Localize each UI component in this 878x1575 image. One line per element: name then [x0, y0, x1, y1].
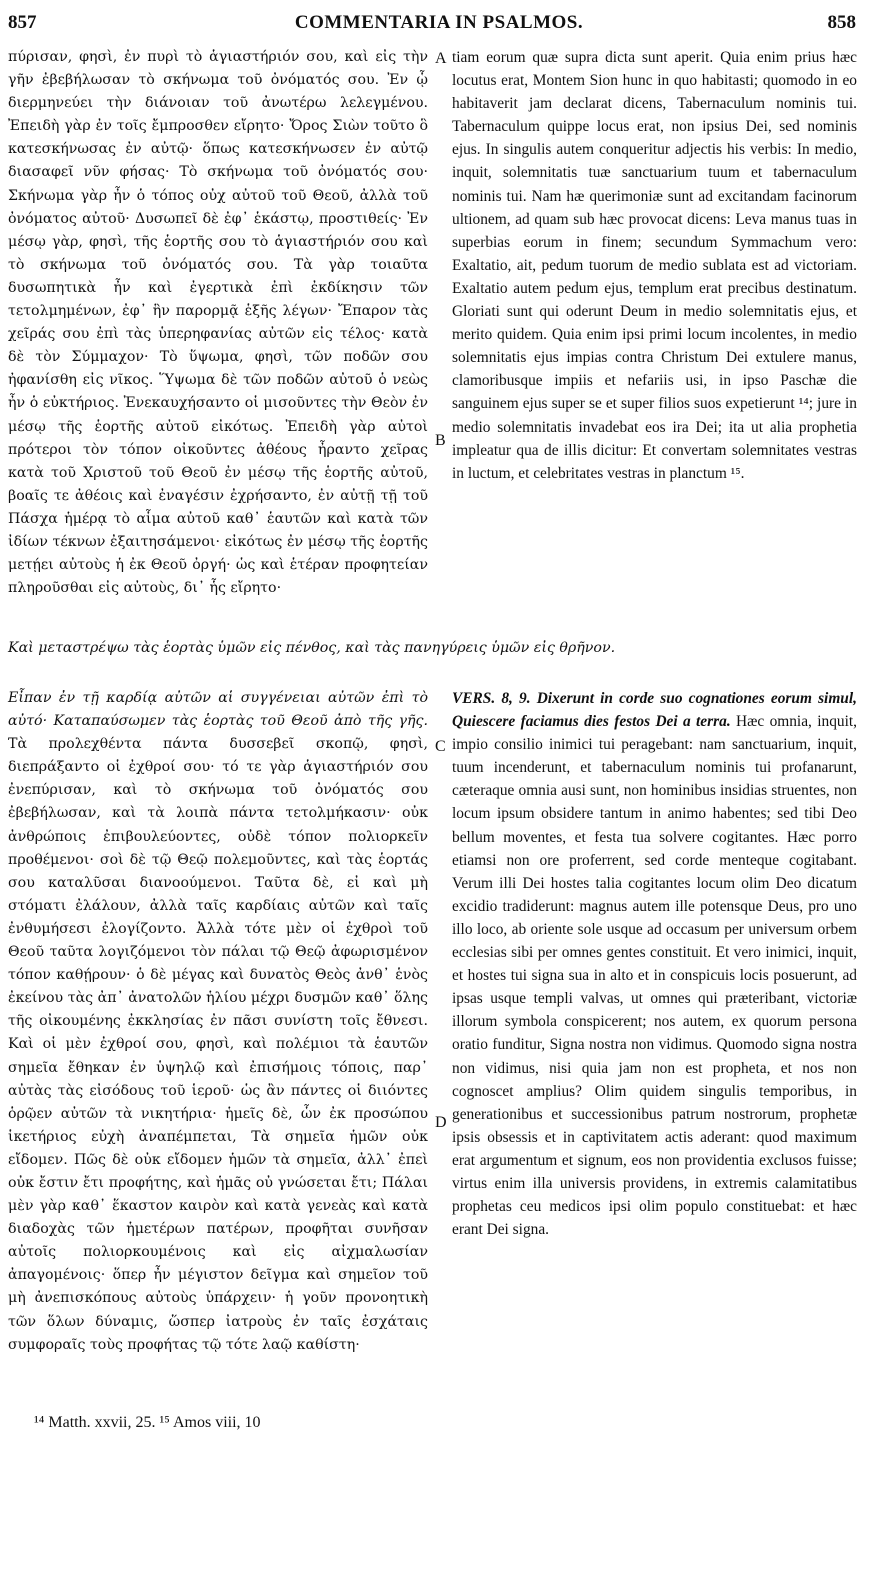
footnotes: ¹⁴ Matth. xxvii, 25. ¹⁵ Amos viii, 10 [34, 1414, 261, 1431]
margin-letter-c: C [435, 738, 446, 755]
greek-column-bottom [8, 687, 428, 1357]
running-title: COMMENTARIA IN PSALMOS. [294, 12, 584, 33]
latin-column-top [452, 46, 857, 485]
latin-column-bottom [452, 687, 857, 1241]
page-number-right: 858 [827, 12, 856, 33]
greek-spanning-line: Καὶ μεταστρέψω τὰς ἑορτὰς ὑμῶν εἰς πένθος, καὶ τὰς πανηγύρεις ὑμῶν εἰς θρῆνον. [8, 640, 616, 656]
greek-paragraph: πύρισαν, φησὶ, ἐν πυρὶ τὸ ἁγιαστήριόν σου, καὶ εἰς τὴν γῆν ἐβεβήλωσαν τὸ σκήνωμα τοῦ ὀνόματός σου. Ἐν ᾧ διερμηνεύει τὴν διάνοιαν τοῦ ἀνωτέρω λελεγμένου. Ἐπειδὴ γὰρ ἐν τοῖς ἔμπροσθεν εἴρητο· Ὄρος Σιὼν τοῦτο ὃ κατεσκήνωσας ἐν αὐτῷ· ὅπως κατεσκήνωσεν ἐν αὐτῷ διασαφεῖ νῦν φήσας· Τὸ σκήνωμα τοῦ ὀνόματός σου· Σκήνωμα γὰρ ἦν ὁ τόπος οὐχ αὐτοῦ τοῦ Θεοῦ, ἀλλὰ τοῦ ὀνόματος αὐτοῦ· Δυσωπεῖ δὲ ἐφ᾽ ἑκάστῳ, προστιθείς· Ἐν μέσῳ γὰρ, φησὶ, τῆς ἑορτῆς σου τὸ ἁγιαστήριόν σου καὶ τὸ σκήνωμα τοῦ ὀνόματός σου. Τὰ γὰρ τοιαῦτα δυσωπητικὰ ἦν καὶ ἐγερτικὰ ἐπὶ ἐκδίκησιν τῶν τετολμημένων, ἐφ᾽ ἣν παρορμᾷ ἑξῆς λέγων· Ἔπαρον τὰς χεῖράς σου ἐπὶ τὰς ὑπερηφανίας αὐτῶν εἰς τέλος· κατὰ δὲ τὸν Σύμμαχον· Τὸ ὕψωμα, φησὶ, τῶν ποδῶν σου ἠφανίσθη εἰς νῖκος. Ὕψωμα δὲ τῶν ποδῶν αὐτοῦ ὁ νεὼς ἦν ὁ εὐκτήριος. Ἐνεκαυχήσαντο οἱ μισοῦντες τὴν Θεὸν ἐν μέσῳ τῆς ἑορτῆς αὐτοῦ εἰκότως. Ἐπειδὴ γὰρ αὐτοὶ πρότεροι τὸν τόπον οἰκοῦντες ἀθέους ἦραντο χεῖρας κατὰ τοῦ Χριστοῦ τοῦ Θεοῦ ἐν μέσῳ τῆς ἑορτῆς αὐτοῦ, βοαῖς τε ἀθέοις καὶ ἐναγέσιν ἐχρήσαντο, ἐν αὐτῇ τῇ τοῦ Πάσχα ἡμέρᾳ τὸ αἷμα αὐτοῦ καθ᾽ ἑαυτῶν καὶ κατὰ τῶν ἰδίων τέκνων ἐξαιτησάμενοι· εἰκότως ἐν μέσῳ τῆς ἑορτῆς μετῄει αὐτοὺς ἡ ἐκ Θεοῦ ὀργή· ὡς καὶ ἑτέραν προφητείαν πληροῦσθαι εἰς αὐτοὺς, δι᾽ ἧς εἴρητο· [8, 49, 428, 597]
latin-commentary: Hæc omnia, inquit, impio consilio inimici tui peragebant: nam sanctuarium, inquit, tuum incenderunt, et tabernaculum nominis tui profanarunt, cæteraque omnia ausi sunt, non hominibus insidias struentes, non locum ipsum obsidere tantum in animo habentes; sed tibi Deo bellum moventes, et festa tua solvere cogitantes. Hæc porro etiamsi non ore proferrent, sed corde menteque cogitabant. Verum illi Dei hostes talia cogitantes locum olim Deo dicatum excidio tradiderunt: magnus autem ille potensque Deus, pro uno illo loco, ab oriente sole usque ad occasum per universum orbem ecclesias sibi per omnes gentes constituit. Et vero inimici, inquit, et hostes tui signa sua in alto et in conspicuis locis posuerunt, ad ipsas usque templi valvas, ut omnes qui præteribant, victoriæ illorum symbola conspicerent; nos autem, ex quorum persona oratio funditur, Signa nostra non vidimus. Quomodo signa nostra non vidimus, nisi quia jam non est propheta, et nos non cognoscet amplius? Olim quidem singulis temporibus, in generationibus et successionibus patrum nostrorum, prophetæ ipsis obsessis et in captivitatem actis aderant: quod maximum erat argumentum et signum, eos non providentia exclusos fuisse; virtus enim illa universis providens, in extremis calamitatibus prophetas ceu medicos ipsi olim populo constituebat: et hæc erant Dei signa. [452, 713, 857, 1239]
latin-verse: VERS. 8, 9. Dixerunt in corde suo cognationes eorum simul, Quiescere faciamus dies festos Dei a terra. [452, 690, 857, 731]
latin-paragraph: tiam eorum quæ supra dicta sunt aperit. Quia enim prius hæc locutus erat, Montem Sion hunc in quo habitasti; quomodo in eo habitaverit jam declarat dicens, Tabernaculum nominis tui. Tabernaculum quippe locus erat, non ipsius Dei, sed nominis ejus. In singulis autem conqueritur adjectis his verbis: In medio, inquit, solemnitatis tuæ sanctuarium tuum et tabernaculum nominis tui. Nam hæ querimoniæ sunt ad excitandam facinorum ultionem, ad quam sub hæc provocat dicens: Leva manus tuas in superbias eorum in finem; secundum Symmachum vero: Exaltatio, ait, pedum tuorum de medio sublata est ad victoriam. Exaltatio autem pedum ejus, templum erat precibus destinatum. Gloriati sunt qui oderunt Deum in medio solemnitatis ejus, et merito quidem. Quia enim ipsi primi locum incolentes, in medio solemnitatis ejus impias contra Christum Dei extulere manus, clamoribusque impiis et nefariis usi, in ipso Paschæ die sanguinem ejus super se et super filios suos expetierunt ¹⁴; jure in medio solemnitatis invadebat eos ira Dei; ita ut alia prophetia impleatur qua de illis dicitur: Et convertam solemnitates vestras in luctum, et celebritates vestras in planctum ¹⁵. [452, 49, 857, 482]
margin-letter-b: B [435, 432, 446, 449]
margin-letter-a: A [435, 50, 447, 67]
margin-letter-d: D [435, 1114, 447, 1131]
greek-verse: Εἶπαν ἐν τῇ καρδίᾳ αὐτῶν αἱ συγγένειαι αὐτῶν ἐπὶ τὸ αὐτό· Καταπαύσωμεν τὰς ἑορτὰς τοῦ Θεοῦ ἀπὸ τῆς γῆς. [8, 690, 428, 730]
page-number-left: 857 [8, 12, 37, 33]
page-header [0, 12, 878, 38]
greek-column-top [8, 46, 428, 600]
greek-commentary: Τὰ προλεχθέντα πάντα δυσσεβεῖ σκοπῷ, φησὶ, διεπράξαντο οἱ ἐχθροί σου· τό τε γὰρ ἁγιαστήριόν σου ἐνεπύρισαν, καὶ τὸ σκήνωμα τοῦ ὀνόματός σου ἐβεβήλωσαν, καὶ τὰ λοιπὰ πάντα τετολμήκασιν· οὐκ ἀνθρώποις ἐπιβουλεύοντες, οὐδὲ τόπον πολιορκεῖν προθέμενοι· σοὶ δὲ τῷ Θεῷ πολεμοῦντες, καὶ τὰς ἑορτάς σου καταλῦσαι διανοούμενοι. Ταῦτα δὲ, εἰ καὶ μὴ στόματι ἐλάλουν, ἀλλὰ ταῖς καρδίαις αὐτῶν καὶ ταῖς ἐνθυμήσεσι ἐλογίζοντο. Ἀλλὰ τότε μὲν οἱ ἐχθροὶ τοῦ Θεοῦ ταῦτα λογιζόμενοι τὸν πάλαι τῷ Θεῷ ἀφωρισμένον τόπον καθῄρουν· ὁ δὲ μέγας καὶ δυνατὸς Θεὸς ἀνθ᾽ ἑνὸς ἐκείνου τὰς ἀπ᾽ ἀνατολῶν ἡλίου μέχρι δυσμῶν καθ᾽ ὅλης τῆς οἰκουμένης ἐκκλησίας ἐν πᾶσι συνίστη τοῖς ἔθνεσι. Καὶ οἱ μὲν ἐχθροί σου, φησὶ, καὶ πολέμιοι τὰ ἑαυτῶν σημεῖα ἔθηκαν ἐν ὑψηλῷ καὶ ἐπισήμοις τόποις, παρ᾽ αὐτὰς τὰς εἰσόδους τοῦ ἱεροῦ· ὡς ἂν πάντες οἱ διιόντες ὁρῷεν αὐτῶν τὰ νικητήρια· ἡμεῖς δὲ, ὧν ἐκ προσώπου ἱκετήριος εὐχὴ ἀναπέμπεται, Τὰ σημεῖα ἡμῶν οὐκ εἴδομεν. Πῶς δὲ οὐκ εἴδομεν ἡμῶν τὰ σημεῖα, ἀλλ᾽ ἐπεὶ οὐκ ἔστιν ἔτι προφήτης, καὶ ἡμᾶς οὐ γνώσεται ἔτι; Πάλαι μὲν γὰρ καθ᾽ ἕκαστον καιρὸν καὶ κατὰ γενεὰς καὶ κατὰ διαδοχὰς τῶν ἡμετέρων πατέρων, προφῆται συνῆσαν αὐτοῖς πολιορκουμένοις καὶ εἰς αἰχμαλωσίαν ἀπαγομένοις· ὅπερ ἦν μέγιστον δεῖγμα καὶ σημεῖον τοῦ μὴ ἀνεπισκόπους αὐτοὺς ὑπάρχειν· ἡ γοῦν προνοητικὴ τῶν ὅλων δύναμις, ὥσπερ ἰατροὺς ἐν ταῖς ἐσχάταις συμφοραῖς τοὺς προφήτας τῷ τότε λαῷ καθίστη· [8, 736, 428, 1353]
